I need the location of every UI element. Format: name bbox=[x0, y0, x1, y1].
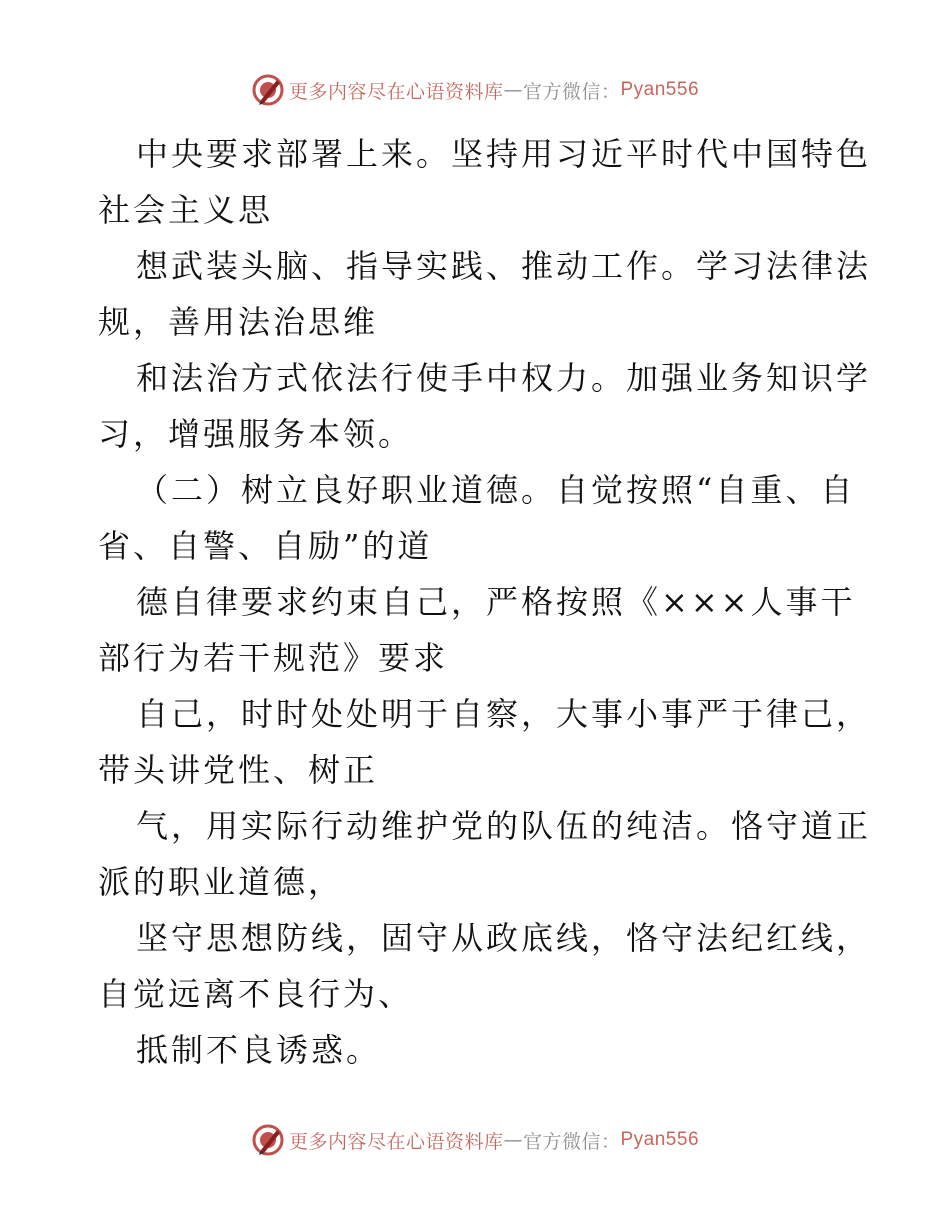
watermark-site-text: 更多内容尽在心语资料库 bbox=[288, 80, 504, 103]
pen-logo-icon bbox=[251, 1123, 285, 1157]
text-line: 省、自警、自励”的道 bbox=[98, 527, 433, 565]
text-line: 和法治方式依法行使手中权力。加强业务知识学 bbox=[136, 359, 872, 397]
watermark-dash: — bbox=[503, 1129, 523, 1151]
header-watermark bbox=[0, 70, 950, 110]
text-line: 自己，时时处处明于自察，大事小事严于律己， bbox=[136, 695, 872, 733]
text-line: 社会主义思 bbox=[98, 191, 274, 229]
document-body bbox=[98, 126, 872, 1078]
watermark-official-label: 官方微信： bbox=[522, 1130, 621, 1153]
pen-logo-icon bbox=[251, 73, 285, 107]
text-line: 派的职业道德， bbox=[98, 863, 344, 901]
text-line: 抵制不良诱惑。 bbox=[136, 1031, 382, 1069]
text-line: 中央要求部署上来。坚持用习近平时代中国特色 bbox=[136, 135, 872, 173]
text-line: （二）树立良好职业道德。自觉按照“自重、自 bbox=[136, 471, 856, 509]
text-line: 气，用实际行动维护党的队伍的纯洁。恪守道正 bbox=[136, 807, 872, 845]
watermark-handle: Pyan556 bbox=[620, 1129, 700, 1150]
text-line: 规，善用法治思维 bbox=[98, 303, 379, 341]
watermark-site-text: 更多内容尽在心语资料库 bbox=[288, 1130, 504, 1153]
text-line: 想武装头脑、指导实践、推动工作。学习法律法 bbox=[136, 247, 872, 285]
text-line: 德自律要求约束自己，严格按照《×××人事干 bbox=[136, 583, 856, 621]
text-line: 带头讲党性、树正 bbox=[98, 751, 379, 789]
text-line: 坚守思想防线，固守从政底线，恪守法纪红线， bbox=[136, 919, 872, 957]
text-line: 部行为若干规范》要求 bbox=[98, 639, 449, 677]
watermark-official-label: 官方微信： bbox=[522, 80, 621, 103]
text-line: 自觉远离不良行为、 bbox=[98, 975, 414, 1013]
footer-watermark bbox=[0, 1120, 950, 1160]
text-line: 习，增强服务本领。 bbox=[98, 415, 414, 453]
watermark-handle: Pyan556 bbox=[620, 79, 700, 100]
watermark-dash: — bbox=[503, 79, 523, 101]
